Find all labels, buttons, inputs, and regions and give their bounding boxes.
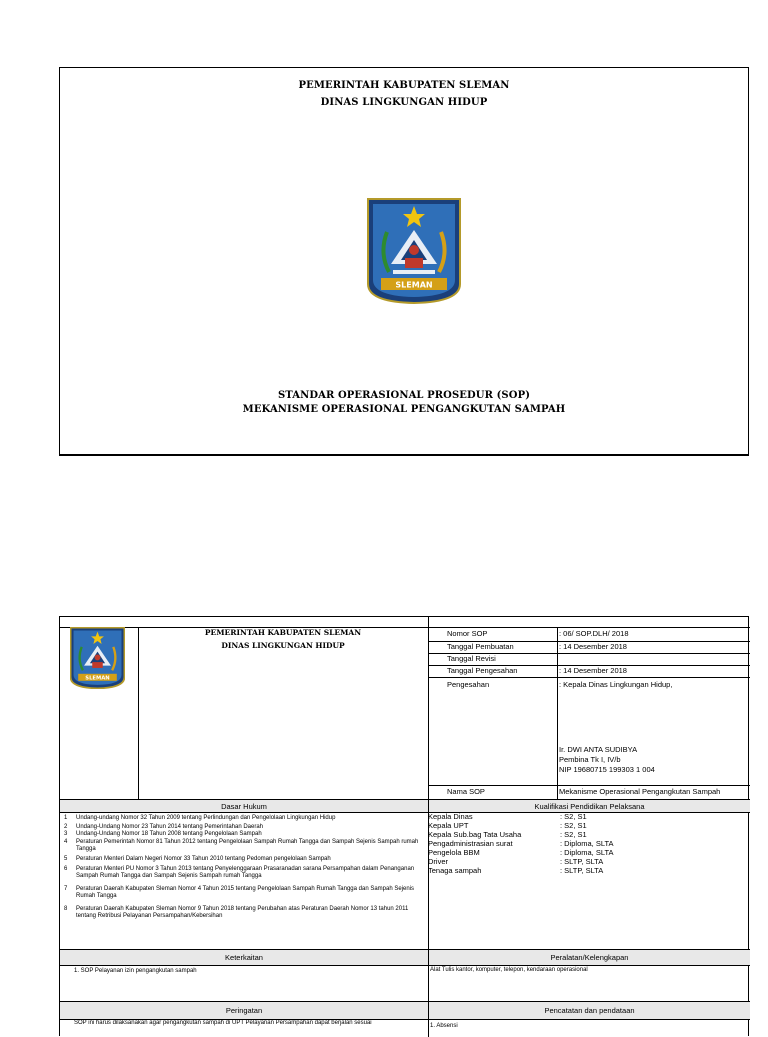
sleman-logo-small bbox=[70, 627, 125, 689]
nama-sop-label: Nama SOP bbox=[447, 787, 485, 796]
pencatatan-text: 1. Absensi bbox=[430, 1023, 458, 1029]
qualification-edu: : Diploma, SLTA bbox=[560, 839, 614, 848]
keterkaitan-text: 1. SOP Pelayanan izin pengangkutan sampah bbox=[74, 968, 197, 974]
info-label: Nomor SOP bbox=[447, 629, 488, 638]
qualification-role: Pengelola BBM bbox=[428, 848, 480, 857]
sop-dept-title: DINAS LINGKUNGAN HIDUP bbox=[221, 641, 345, 650]
divider bbox=[60, 812, 750, 813]
divider bbox=[428, 677, 750, 678]
qualification-edu: : S2, S1 bbox=[560, 830, 587, 839]
dasar-hukum-heading: Dasar Hukum bbox=[221, 802, 267, 811]
cover-page bbox=[59, 67, 749, 456]
sop-gov-title: PEMERINTAH KABUPATEN SLEMAN bbox=[204, 628, 362, 637]
cover-sop-title: STANDAR OPERASIONAL PROSEDUR (SOP) bbox=[277, 390, 531, 401]
signer-nip: NIP 19680715 199303 1 004 bbox=[559, 765, 655, 774]
pencatatan-heading: Pencatatan dan pendataan bbox=[544, 1006, 635, 1015]
cover-gov-title: PEMERINTAH KABUPATEN SLEMAN bbox=[298, 80, 510, 91]
cover-dept-title: DINAS LINGKUNGAN HIDUP bbox=[320, 97, 488, 108]
cover-sop-subtitle: MEKANISME OPERASIONAL PENGANGKUTAN SAMPAH bbox=[242, 404, 566, 415]
qualification-role: Kepala Dinas bbox=[428, 812, 473, 821]
kualifikasi-heading: Kualifikasi Pendidikan Pelaksana bbox=[534, 802, 645, 811]
sleman-logo-small-text: SLEMAN bbox=[85, 675, 110, 682]
peralatan-heading: Peralatan/Kelengkapan bbox=[550, 953, 629, 962]
info-value: : 06/ SOP.DLH/ 2018 bbox=[559, 629, 629, 638]
signer-name: Ir. DWI ANTA SUDIBYA bbox=[559, 745, 638, 754]
sop-table: SLEMAN PEMERINTAH KABUPATEN SLEMAN DINAS LINGKUNGAN HIDUP Nomor SOP : 06/ SOP.DLH/ 2018 Tanggal Pembuatan : 14 Desember 2018 Tanggal Revisi Tanggal Pengesahan : 14 Desember 2018 Pengesahan : Kepala Dinas Lingkungan Hidup, Ir. DWI ANTA SUDIBYA Pembina Tk I, IV/b NIP 19680715 199303 1 004 Nama SOP Mekanisme Operasional Pengangkutan Sampah Dasar Hukum Kualifikasi Pendidikan Pelaksana 1 Undang-undang Nomor 32 Tahun 2009 tentang Perlindungan dan Pengelolaan Lingkungan Hidup 2 Undang-Undang Nomor 23 Tahun 2014 tentang Pemerintahan Daerah 3 Undang-Undang Nomor 18 Tahun 2008 tentang Pengelolaan Sampah 4 Peraturan Pemerintah Nomor 81 Tahun 2012 tentang Pengelolaan Sampah Rumah Tangga dan Sampah Sejenis Sampah rumah Tangga 5 Peraturan Menteri Dalam Negeri Nomor 33 Tahun 2010 tentang Pedoman pengelolaan Sampah 6 Peraturan Menteri PU Nomor 3 Tahun 2013 tentang Penyelenggaraan Prasaranadan sarana Persampahan dalam Penanganan Sampah Rumah Tangga dan Sampah Sejenis Sampah rumah Tangga 7 Peraturan Daerah Kabupaten Sleman Nomor 4 Tahun 2015 tentang Pengelolaan Sampah Rumah Tangga dan Sampah Sejenis Rumah Tangga 8 Peraturan Daerah Kabupaten Sleman Nomor 9 Tahun 2018 tentang Perubahan atas Peraturan Daerah Nomor 13 tahun 2011 tentang Retribusi Pelayanan Persampahan/Kebersihan Kepala Dinas : S2, S1 Kepala UPT : S2, S1 Kepala Sub.bag Tata Usaha : S2, S1 Pengadministrasian surat : Diploma, SLTA Pengelola BBM : Diploma, SLTA Driver : SLTP, SLTA Tenaga sampah : SLTP, SLTA Keterkaitan Peralatan/Kelengkapan 1. SOP Pelayanan izin pengangkutan sampah Alat Tulis kantor, komputer, telepon, kendaraan operasional Peringatan Pencatatan dan pendataan SOP ini harus dilaksanakan agar pengangkutan sampah di UPT Pelayanan Persampahan dapat berjalan sesuai 1. Absensi bbox=[59, 616, 749, 1036]
sleman-logo bbox=[367, 198, 461, 304]
divider bbox=[60, 965, 750, 966]
info-label: Tanggal Pembuatan bbox=[447, 642, 514, 651]
peringatan-text: SOP ini harus dilaksanakan agar pengangkutan sampah di UPT Pelayanan Persampahan dapat berjalan sesuai bbox=[74, 1020, 372, 1026]
qualification-edu: : Diploma, SLTA bbox=[560, 848, 614, 857]
info-value: : Kepala Dinas Lingkungan Hidup, bbox=[559, 680, 673, 689]
qualification-role: Kepala UPT bbox=[428, 821, 469, 830]
qualification-role: Pengadministrasian surat bbox=[428, 839, 513, 848]
qualification-edu: : S2, S1 bbox=[560, 812, 587, 821]
peralatan-text: Alat Tulis kantor, komputer, telepon, kendaraan operasional bbox=[430, 967, 588, 973]
info-label: Pengesahan bbox=[447, 680, 490, 689]
peringatan-heading: Peringatan bbox=[225, 1006, 263, 1015]
signer-rank: Pembina Tk I, IV/b bbox=[559, 755, 621, 764]
qualification-edu: : SLTP, SLTA bbox=[560, 857, 604, 866]
qualification-role: Driver bbox=[428, 857, 448, 866]
qualification-role: Kepala Sub.bag Tata Usaha bbox=[428, 830, 522, 839]
info-value: : 14 Desember 2018 bbox=[559, 666, 627, 675]
info-label: Tanggal Revisi bbox=[447, 654, 496, 663]
info-label: Tanggal Pengesahan bbox=[447, 666, 518, 675]
qualification-role: Tenaga sampah bbox=[428, 866, 482, 875]
sleman-logo-text: SLEMAN bbox=[395, 280, 433, 290]
qualification-edu: : S2, S1 bbox=[560, 821, 587, 830]
nama-sop-value: Mekanisme Operasional Pengangkutan Sampah bbox=[559, 787, 721, 796]
info-value: : 14 Desember 2018 bbox=[559, 642, 627, 651]
divider bbox=[428, 785, 750, 786]
divider bbox=[138, 627, 139, 799]
keterkaitan-heading: Keterkaitan bbox=[225, 953, 263, 962]
qualification-edu: : SLTP, SLTA bbox=[560, 866, 604, 875]
